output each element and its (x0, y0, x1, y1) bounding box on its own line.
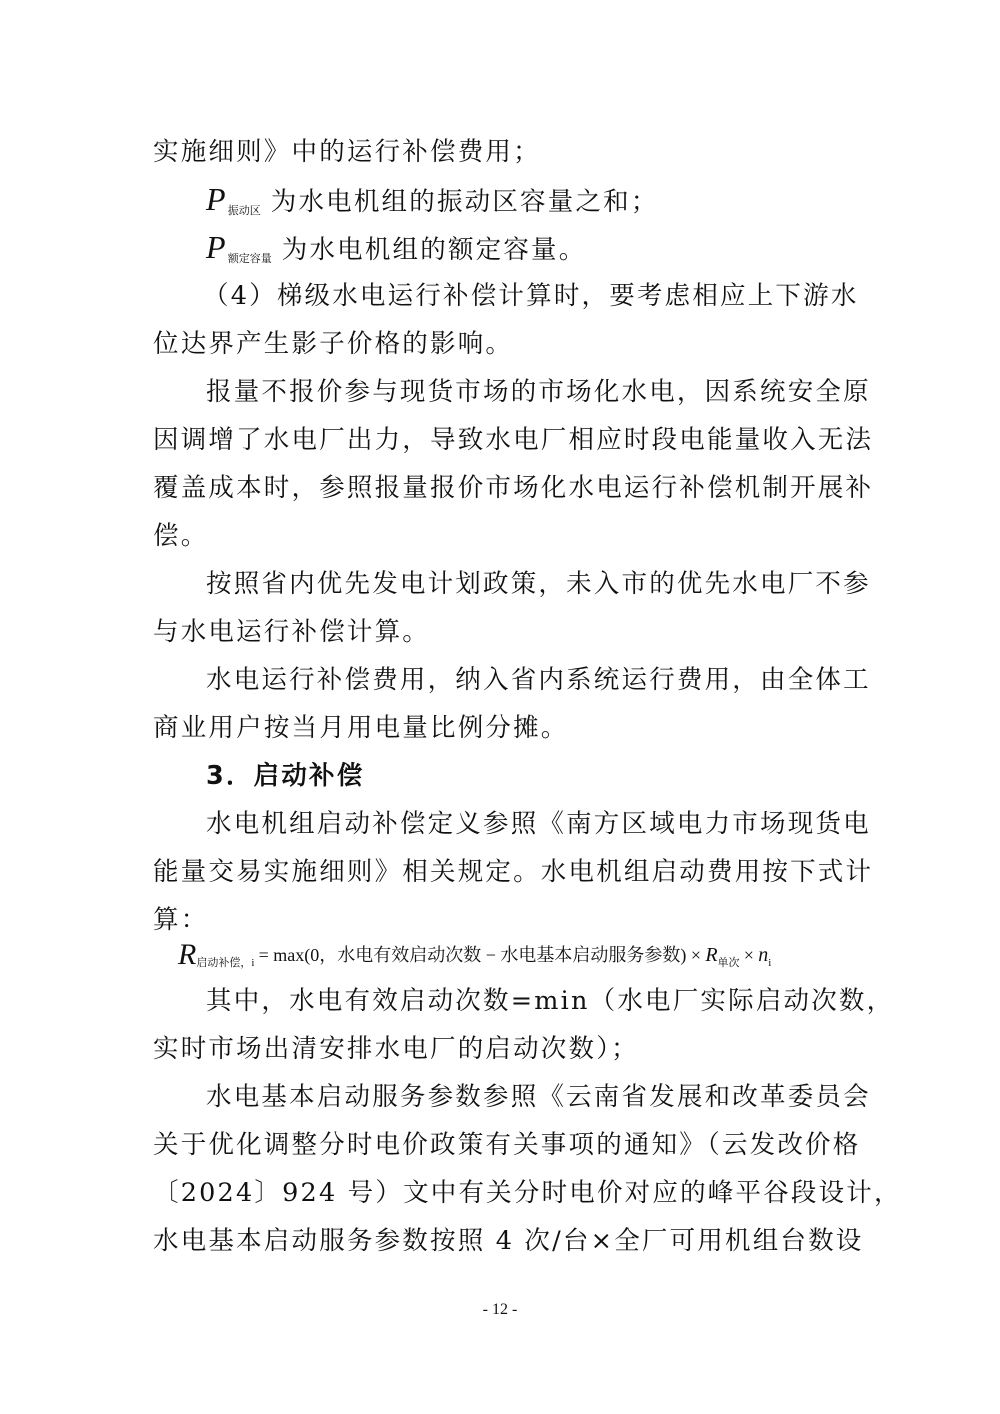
definition-p-vibration (206, 183, 906, 223)
text-line-7: 因调增了水电厂出力，导致水电厂相应时段电能量收入无法 (153, 425, 874, 455)
startup-compensation-formula (178, 937, 771, 976)
text-line-9: 偿。 (153, 521, 209, 551)
definition-text: 为水电机组的额定容量。 (281, 235, 587, 265)
formula-r-subscript: 启动补偿，i (196, 957, 255, 969)
definition-p-rated (206, 231, 906, 271)
text-line-8: 覆盖成本时，参照报量报价市场化水电运行补偿机制开展补 (153, 473, 874, 503)
text-line-10: 按照省内优先发电计划政策，未入市的优先水电厂不参 (206, 569, 871, 599)
formula-r-unit-subscript: 单次 (717, 957, 740, 969)
text-line-16: 能量交易实施细则》相关规定。水电机组启动费用按下式计 (153, 857, 874, 887)
p-subscript: 额定容量 (227, 252, 272, 265)
text-line-19: 实时市场出清安排水电厂的启动次数）； (153, 1034, 639, 1064)
text-line-13: 商业用户按当月用电量比例分摊。 (153, 713, 569, 743)
text-line-12: 水电运行补偿费用，纳入省内系统运行费用，由全体工 (206, 665, 871, 695)
formula-r-symbol: R (178, 938, 197, 971)
p-symbol: P (206, 229, 228, 265)
text-line-18: 其中，水电有效启动次数=min（水电厂实际启动次数， (206, 986, 895, 1016)
text-line-4: （4）梯级水电运行补偿计算时，要考虑相应上下游水 (203, 281, 859, 311)
text-line-6: 报量不报价参与现货市场的市场化水电，因系统安全原 (206, 377, 871, 407)
text-line-11: 与水电运行补偿计算。 (153, 617, 431, 647)
definition-text: 为水电机组的振动区容量之和； (270, 187, 659, 217)
text-line-1: 实施细则》中的运行补偿费用； (153, 137, 541, 167)
p-symbol: P (206, 181, 228, 217)
page-number: - 12 - (482, 1301, 518, 1318)
formula-r-unit: R (705, 944, 718, 966)
text-line-5: 位达界产生影子价格的影响。 (153, 329, 514, 359)
formula-body: = max(0，水电有效启动次数 − 水电基本启动服务参数) × (258, 945, 702, 965)
text-line-15: 水电机组启动补偿定义参照《南方区域电力市场现货电 (206, 809, 871, 839)
text-line-22: 〔2024〕924 号）文中有关分时电价对应的峰平谷段设计， (153, 1178, 902, 1208)
text-line-17: 算： (153, 905, 209, 935)
section-heading: 3．启动补偿 (206, 761, 365, 791)
text-line-20: 水电基本启动服务参数参照《云南省发展和改革委员会 (206, 1082, 871, 1112)
formula-n-symbol: n (758, 944, 769, 966)
text-line-21: 关于优化调整分时电价政策有关事项的通知》（云发改价格 (153, 1130, 861, 1160)
p-subscript: 振动区 (227, 204, 261, 217)
formula-times: × (743, 945, 754, 965)
formula-n-subscript: i (768, 957, 772, 969)
text-line-23: 水电基本启动服务参数按照 4 次/台×全厂可用机组台数设 (153, 1226, 864, 1256)
